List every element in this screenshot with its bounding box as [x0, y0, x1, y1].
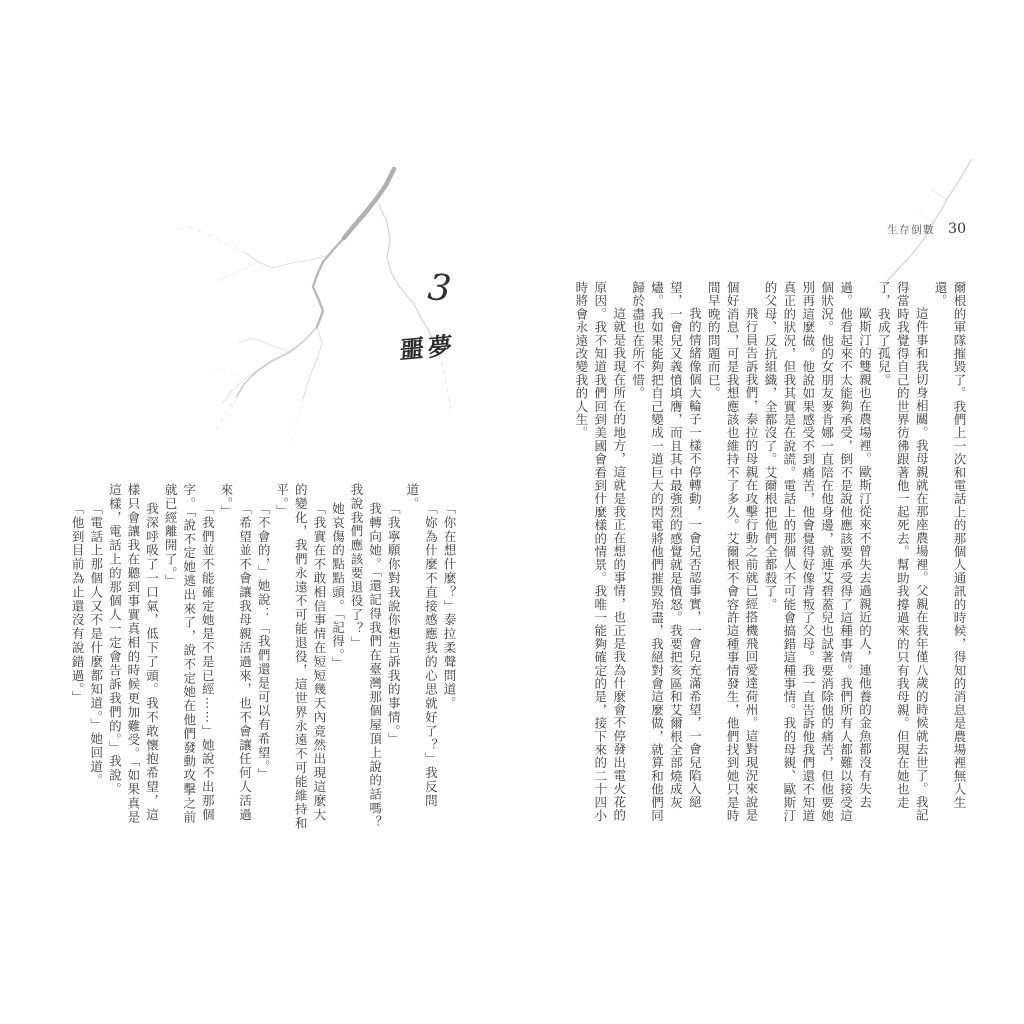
paragraph: 「我實在不敢相信事情在短短幾天內竟然出現這麼大的變化，我們永遠不可能退役，這世界永遠不可能維持和平。」	[274, 483, 327, 831]
paragraph: 這件事和我切身相關。我母親就在那座農場裡。父親在我年僅八歲的時候就去世了。我記得當時我覺得自己的世界彷彿跟著他一起死去。幫助我撐過來的只有我母親。但現在她也走了，我成了孤兒。	[876, 281, 930, 823]
paragraph: 「我們並不能確定她是不是已經⋯⋯」她說不出那個字。「說不定她逃出來了，說不定她在他們發動攻擊之前就已經離開了。」	[163, 483, 216, 825]
paragraph: 「你在想什麼？」泰拉柔聲問道。	[442, 501, 457, 711]
left-page-body-text	[70, 483, 458, 831]
paragraph: 「不會的，」她說：「我們還是可以有希望。」	[256, 501, 272, 782]
paragraph: 「妳為什麼不直接感應我的心思就好了？」我反問道。	[404, 483, 439, 808]
paragraph: 「電話上那個人又不是什麼都知道。」她回道。	[88, 501, 104, 788]
page-number: 30	[948, 221, 966, 237]
paragraph: 爾根的軍隊摧毀了。我們上一次和電話上的那個人通訊的時候，得知的消息是農場裡無人生還。	[933, 281, 967, 809]
paragraph: 這就是我現在所在的地方，這就是我正在想的事情，也正是我為什麼會不停發出電火花的原因。我不知道我們回到美國會看到什麼樣的情景。我唯一能夠確定的是，接下來的二十四小時將會永遠改變我的人生。	[573, 281, 627, 823]
paragraph: 歐斯汀的雙親也在農場裡。歐斯汀從來不曾失去過親近的人，連他養的金魚都沒有失去過。他看起來不太能夠承受，倒不是說他應該要承受得了這種事情。我們所有人都難以接受這個狀況。他的女朋友麥肯娜一直陪在他身邊，就連艾碧蓋兒也試著要消除他的痛苦，但他要她別再這麼做。他說如果感受不到痛苦，他會覺得好像背叛了父母。我一直告訴他我們還不知道真正的狀況，但我其實是在說謊。電話上的那個人不可能會搞錯這種事情。我的母親、歐斯汀的父母、反抗組織，全都沒了。艾爾根把他們全都殺了。	[762, 281, 873, 823]
paragraph: 「他到目前為止還沒有說錯過。」	[70, 501, 86, 704]
paragraph: 我轉向她。「還記得我們在臺灣那個屋頂上說的話嗎？我說我們應該要退役了？」	[349, 483, 383, 830]
running-head: 生存倒數	[887, 224, 936, 236]
paragraph: 「希望並不會讓我母親活過來，也不會讓任何人活過來。」	[218, 483, 253, 822]
chapter-title: 噩夢	[399, 330, 457, 365]
paragraph: 她哀傷的點點頭。「記得。」	[330, 501, 346, 670]
paragraph: 「我寧願你對我說你想告訴我的事情。」	[386, 501, 402, 746]
right-page-body-text	[573, 281, 968, 830]
paragraph: 我的情緒像個大輪子一樣不停轉動，一會兒否認事實，一會兒充滿希望，一會兒陷入絕望，一會兒又義憤填膺，而且其中最強烈的感覺就是憤怒。我要把亥區和艾爾根全部燒成灰燼。我如果能夠把自己變成一道巨大的閃電將他們摧毀殆盡，我絕對會這麼做，就算和他們同歸於盡也在所不惜。	[630, 281, 703, 823]
page-header	[887, 221, 966, 237]
paragraph: 飛行員告訴我們，泰拉的母親在攻擊行動之前就已經搭機飛回愛達荷州。這對現況來說是個好消息，可是我想應該也維持不了多久。艾爾根不會容許這種事情發生，他們找到她只是時間早晚的問題而已。	[706, 281, 760, 823]
chapter-number: 3	[425, 266, 453, 311]
paragraph: 我深呼吸了一口氣，低下了頭。我不敢懷抱希望，這樣只會讓我在聽到事實真相的時候更加難受。「如果真是這樣，電話上的那個人一定會告訴我們的。」我說。	[107, 483, 160, 825]
